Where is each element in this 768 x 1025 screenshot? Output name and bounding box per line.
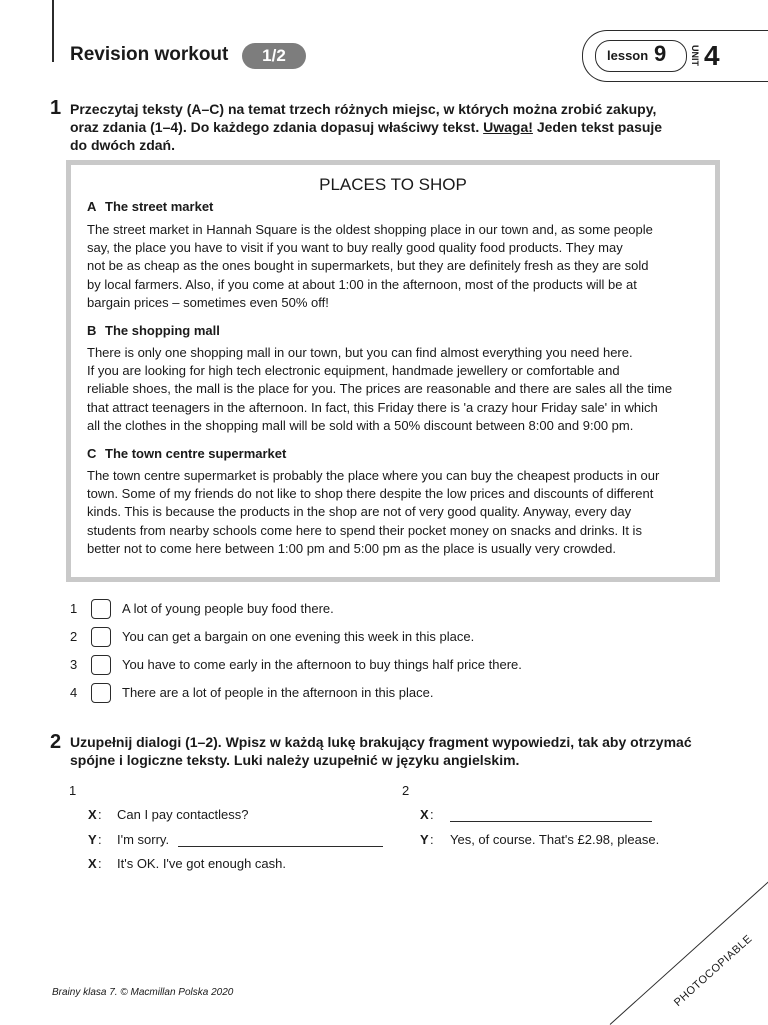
dialogue-2-number: 2 bbox=[402, 783, 410, 798]
section-title: The shopping mall bbox=[105, 323, 220, 338]
item-text: A lot of young people buy food there. bbox=[122, 601, 334, 616]
answer-box-2[interactable] bbox=[91, 627, 111, 647]
section-a-text bbox=[87, 221, 713, 312]
dialogue-text: Can I pay contactless? bbox=[117, 807, 249, 822]
item-number: 1 bbox=[70, 601, 78, 616]
speaker-label: X bbox=[420, 807, 429, 822]
speaker-label: Y bbox=[420, 832, 429, 847]
instruction-line bbox=[70, 118, 710, 136]
exercise-1-instruction bbox=[70, 100, 710, 154]
section-b-text bbox=[87, 344, 713, 435]
text-line: say, the place you have to visit if you want to buy really good quality food products. They may bbox=[87, 240, 623, 256]
text-line: reliable shoes, the mall is the place for you. The prices are reasonable and there are sales all the time bbox=[87, 381, 673, 397]
dialogue-1-number: 1 bbox=[69, 783, 77, 798]
copyright-footer: Brainy klasa 7. © Macmillan Polska 2020 bbox=[52, 987, 234, 998]
text-line: by local farmers. Also, if you come at about 1:00 in the afternoon, most of the products will be at bbox=[87, 276, 637, 292]
answer-box-1[interactable] bbox=[91, 599, 111, 619]
text-line: not be as cheap as the ones bought in supermarkets, but they are definitely fresh as they are sold bbox=[87, 258, 649, 274]
instruction-line: spójne i logiczne teksty. Luki należy uzupełnić w języku angielskim. bbox=[70, 752, 520, 768]
exercise-1-number: 1 bbox=[50, 97, 62, 119]
lesson-number: 9 bbox=[654, 41, 667, 66]
unit-label: UNIT bbox=[690, 45, 700, 66]
lesson-label: lesson bbox=[607, 48, 649, 63]
part-badge: 1/2 bbox=[242, 43, 306, 69]
item-number: 3 bbox=[70, 657, 78, 672]
item-number: 2 bbox=[70, 629, 78, 644]
text-line: students from nearby schools come here to spend their pocket money on snacks and drinks. It is bbox=[87, 522, 642, 538]
section-letter: A bbox=[87, 199, 97, 214]
speaker-label: Y bbox=[88, 832, 97, 847]
colon: : bbox=[430, 807, 434, 822]
exercise-2-number: 2 bbox=[50, 731, 62, 753]
answer-blank-2[interactable] bbox=[450, 820, 652, 822]
text-line: town. Some of my friends do not like to shop there despite the low prices and discounts of different bbox=[87, 486, 654, 502]
text-line: better not to come here between 1:00 pm and 5:00 pm as the place is usually very crowded. bbox=[87, 540, 616, 556]
speaker-label: X bbox=[88, 856, 97, 871]
speaker-label: X bbox=[88, 807, 97, 822]
unit-number: 4 bbox=[704, 40, 720, 71]
reading-panel bbox=[66, 160, 720, 582]
instruction-text: oraz zdania (1–4). Do każdego zdania dopasuj właściwy tekst. bbox=[70, 119, 480, 135]
item-text: You can get a bargain on one evening this week in this place. bbox=[122, 629, 475, 644]
text-line: bargain prices – sometimes even 50% off! bbox=[87, 294, 329, 310]
instruction-line: do dwóch zdań. bbox=[70, 137, 175, 153]
panel-title: PLACES TO SHOP bbox=[319, 175, 467, 194]
answer-box-4[interactable] bbox=[91, 683, 111, 703]
header-divider bbox=[52, 0, 54, 62]
section-letter: B bbox=[87, 323, 97, 338]
colon: : bbox=[430, 832, 434, 847]
dialogue-text: I'm sorry. bbox=[117, 832, 170, 847]
answer-blank-1[interactable] bbox=[178, 845, 383, 847]
photocopiable-label: PHOTOCOPIABLE bbox=[672, 932, 755, 1009]
text-line: There is only one shopping mall in our town, but you can find almost everything you need here. bbox=[87, 345, 633, 360]
section-title: The town centre supermarket bbox=[105, 446, 287, 461]
text-line: all the clothes in the shopping mall will be sold with a 50% discount between 8:00 and 9:00 pm. bbox=[87, 417, 634, 433]
dialogue-text: It's OK. I've got enough cash. bbox=[117, 856, 287, 871]
text-line: The town centre supermarket is probably the place where you can buy the cheapest products in our bbox=[87, 468, 660, 483]
colon: : bbox=[98, 856, 102, 871]
text-line: If you are looking for high tech electronic equipment, handmade jewellery or comfortable and bbox=[87, 363, 620, 379]
section-title: The street market bbox=[105, 199, 214, 214]
item-text: You have to come early in the afternoon to buy things half price there. bbox=[122, 657, 522, 672]
page-title: Revision workout bbox=[70, 44, 229, 65]
warning-text: Uwaga! bbox=[483, 119, 533, 135]
text-line: that attract teenagers in the afternoon. In fact, this Friday there is 'a crazy hour Friday sale' in which bbox=[87, 399, 658, 415]
exercise-2-instruction bbox=[70, 733, 730, 769]
section-c-heading bbox=[87, 446, 286, 461]
text-line: The street market in Hannah Square is the oldest shopping place in our town and, as some people bbox=[87, 222, 653, 237]
item-text: There are a lot of people in the afternoon in this place. bbox=[122, 685, 434, 700]
colon: : bbox=[98, 832, 102, 847]
instruction-line: Uzupełnij dialogi (1–2). Wpisz w każdą lukę brakujący fragment wypowiedzi, tak aby otrzymać bbox=[70, 734, 692, 750]
item-number: 4 bbox=[70, 685, 78, 700]
section-letter: C bbox=[87, 446, 97, 461]
text-line: kinds. This is because the products in the shop are not of very good quality. Anyway, every day bbox=[87, 504, 632, 520]
instruction-text: Jeden tekst pasuje bbox=[536, 119, 663, 135]
section-c-text bbox=[87, 467, 713, 558]
answer-box-3[interactable] bbox=[91, 655, 111, 675]
colon: : bbox=[98, 807, 102, 822]
section-b-heading bbox=[87, 323, 220, 338]
section-a-heading bbox=[87, 199, 213, 214]
dialogue-text: Yes, of course. That's £2.98, please. bbox=[450, 832, 660, 847]
instruction-line: Przeczytaj teksty (A–C) na temat trzech różnych miejsc, w których można zrobić zakupy, bbox=[70, 101, 657, 117]
